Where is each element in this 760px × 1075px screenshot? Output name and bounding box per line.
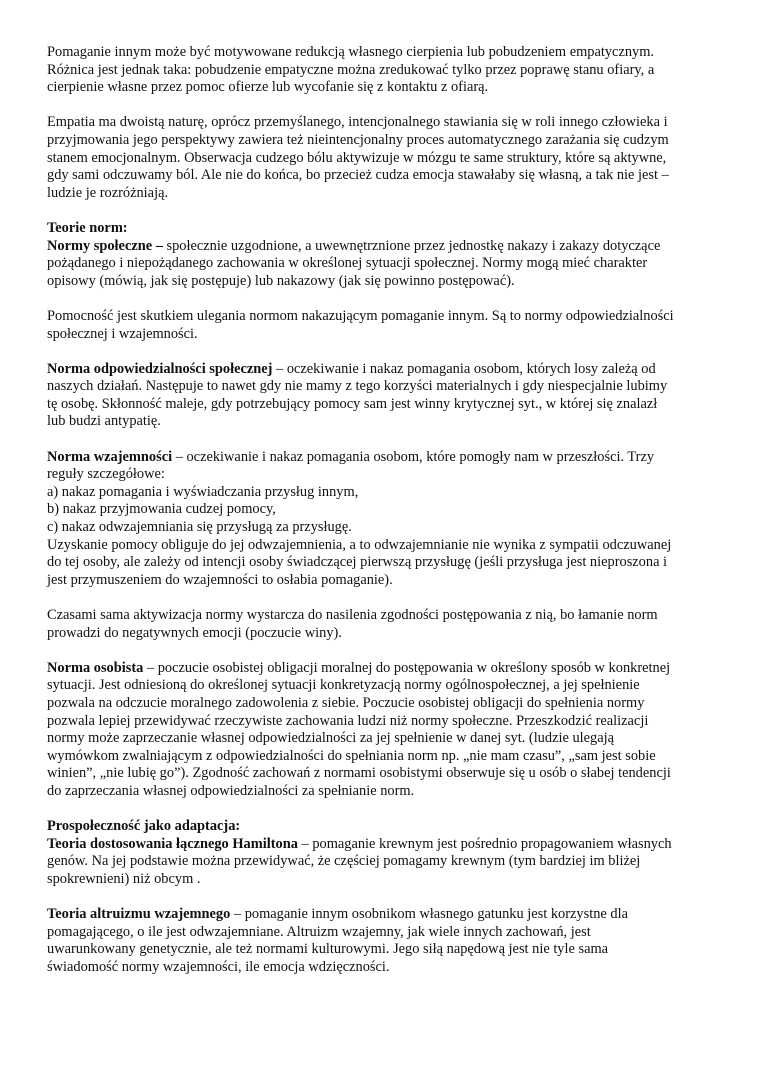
text-line: ludzie je rozróżniają. — [47, 184, 169, 201]
list-item: a) nakaz pomagania i wyświadczania przysług innym, — [47, 483, 359, 500]
document-page — [47, 44, 727, 976]
text-line: pozwala lepiej przewidywać rzeczywiste zachowania ludzi niż normy społeczne. Przeszkodzić realizacji — [47, 712, 649, 729]
text-line: reguły szczegółowe: — [47, 466, 165, 483]
term-altruizm-wzajemny: Teoria altruizmu wzajemnego — [47, 906, 231, 923]
term-norma-wzajemnosci: Norma wzajemności — [47, 448, 173, 465]
term-norma-osobista: Norma osobista — [47, 659, 144, 676]
paragraph-norma-odpowiedzialnosci — [47, 361, 727, 431]
text-line — [47, 449, 727, 467]
term-definition: – oczekiwanie i nakaz pomagania osobom, których losy zależą od — [272, 360, 656, 377]
paragraph-altruizm — [47, 906, 727, 976]
text-line: lub budzi antypatię. — [47, 413, 161, 430]
text-line — [47, 361, 727, 379]
text-line: wymówkom zwalniającym z odpowiedzialności do spełniania norm np. „nie mam czasu”, „sam jest sobie — [47, 747, 656, 764]
paragraph-motywacja — [47, 44, 727, 97]
text-line: Różnica jest jednak taka: pobudzenie empatyczne można zredukować tylko przez poprawę stanu ofiary, a — [47, 61, 655, 78]
paragraph-prospolecznosc — [47, 818, 727, 888]
text-line: sytuacji. Jest odniesioną do określonej sytuacji konkretyzacją normy ogólnospołecznej, a jej spełnienie — [47, 677, 640, 694]
paragraph-norma-wzajemnosci — [47, 449, 727, 590]
text-line: Empatia ma dwoistą naturę, oprócz przemyślanego, intencjonalnego stawiania się w roli innego człowieka i — [47, 114, 668, 131]
term-normy-spoleczne: Normy społeczne – — [47, 237, 163, 254]
text-line: pomagającego, o ile jest odwzajemniane. Altruizm wzajemny, jak wiele innych zachowań, jest — [47, 923, 591, 940]
term-teoria-hamiltona: Teoria dostosowania łącznego Hamiltona — [47, 835, 298, 852]
text-line: Uzyskanie pomocy obliguje do jej odwzajemnienia, a to odwzajemnianie nie wynika z sympatii odczuwanej — [47, 536, 672, 553]
text-line: Pomocność jest skutkiem ulegania normom nakazującym pomaganie innym. Są to normy odpowiedzialności — [47, 307, 674, 324]
term-norma-odpowiedzialnosci: Norma odpowiedzialności społecznej — [47, 360, 273, 377]
text-line: jest przymuszeniem do wzajemności to osłabia pomaganie). — [47, 571, 393, 588]
paragraph-teorie-norm — [47, 220, 727, 290]
paragraph-pomocnosc — [47, 308, 727, 343]
text-line: opisowy (mówią, jak się postępuje) lub nakazowy (jak się powinno postępować). — [47, 272, 515, 289]
text-line: Czasami sama aktywizacja normy wystarcza do nasilenia zgodności postępowania z nią, bo łamanie norm — [47, 607, 658, 623]
term-definition: – pomaganie krewnym jest pośrednio propagowaniem własnych — [297, 835, 672, 852]
text-line: genów. Na jej podstawie można przewidywać, że częściej pomagamy krewnym (tym bardziej im bliżej — [47, 853, 641, 870]
text-line: prowadzi do negatywnych emocji (poczucie winy). — [47, 624, 342, 641]
text-line: do zaprzeczania własnej odpowiedzialności za spełnianie norm. — [47, 782, 415, 799]
text-line: Pomaganie innym może być motywowane redukcją własnego cierpienia lub pobudzeniem empatycznym. — [47, 44, 655, 60]
text-line: stanem emocjonalnym. Obserwacja cudzego bólu aktywizuje w mózgu te same struktury, które są aktywne, — [47, 149, 667, 166]
term-definition: – poczucie osobistej obligacji moralnej do postępowania w określony sposób w konkretnej — [143, 659, 671, 676]
list-item: c) nakaz odwzajemniania się przysługą za przysługę. — [47, 519, 352, 536]
text-line — [47, 906, 727, 924]
text-line — [47, 238, 727, 256]
text-line: pożądanego i niepożądanego zachowania w określonej sytuacji społecznej. Normy mogą mieć charakter — [47, 255, 648, 272]
text-line: cierpienie własne przez pomoc ofierze lub wycofanie się z kontaktu z ofiarą. — [47, 79, 489, 96]
text-line: tę osobę. Skłonność maleje, gdy potrzebujący pomocy sam jest winny krytycznej syt., w której się znalazł — [47, 395, 658, 412]
paragraph-norma-osobista — [47, 660, 727, 801]
text-line — [47, 836, 727, 854]
term-definition: – oczekiwanie i nakaz pomagania osobom, które pomogły nam w przeszłości. Trzy — [172, 448, 655, 465]
section-heading-teorie-norm: Teorie norm: — [47, 219, 128, 236]
paragraph-empatia — [47, 114, 727, 202]
text-line: uwarunkowany genetycznie, ale też normami kulturowymi. Jego siłą napędową jest nie tyle sama — [47, 941, 609, 958]
text-line: społecznej i wzajemności. — [47, 325, 198, 342]
paragraph-aktywizacja — [47, 607, 727, 642]
section-heading-prospolecznosc: Prospołeczność jako adaptacja: — [47, 818, 241, 835]
text-line: gdy sami odczuwamy ból. Ale nie do końca, bo przecież cudza emocja stawałaby się własną, a tak nie jest – — [47, 167, 669, 184]
text-line: świadomość normy wzajemności, ile emocja wdzięczności. — [47, 958, 390, 975]
text-line — [47, 660, 727, 678]
text-line: naszych działań. Następuje to nawet gdy nie mamy z tego korzyści materialnych i gdy niespecjalnie lubimy — [47, 378, 668, 395]
list-item: b) nakaz przyjmowania cudzej pomocy, — [47, 501, 276, 518]
text-line: przyjmowania jego perspektywy zawiera też nieintencjonalny proces automatycznego zarażania się cudzym — [47, 131, 669, 148]
text-line: normy może zaprzeczanie własnej odpowiedzialności za jej spełnienie w danej syt. (ludzie ulegają — [47, 730, 614, 747]
text-line: do tej osoby, ale zależy od intencji osoby świadczącej pierwszą przysługę (jeśli przysługa jest nieproszona i — [47, 554, 668, 571]
text-line: spokrewnieni) niż obcym . — [47, 870, 201, 887]
term-definition: – pomaganie innym osobnikom własnego gatunku jest korzystne dla — [230, 906, 628, 923]
term-definition: społecznie uzgodnione, a uwewnętrznione przez jednostkę nakazy i zakazy dotyczące — [162, 237, 661, 254]
text-line: pozwala na odczucie moralnego zadowolenia z siebie. Poczucie osobistej obligacji do spełnienia normy — [47, 694, 645, 711]
text-line: winien”, „nie lubię go”). Zgodność zachowań z normami osobistymi obserwuje się u osób o słabej tendencji — [47, 765, 671, 782]
